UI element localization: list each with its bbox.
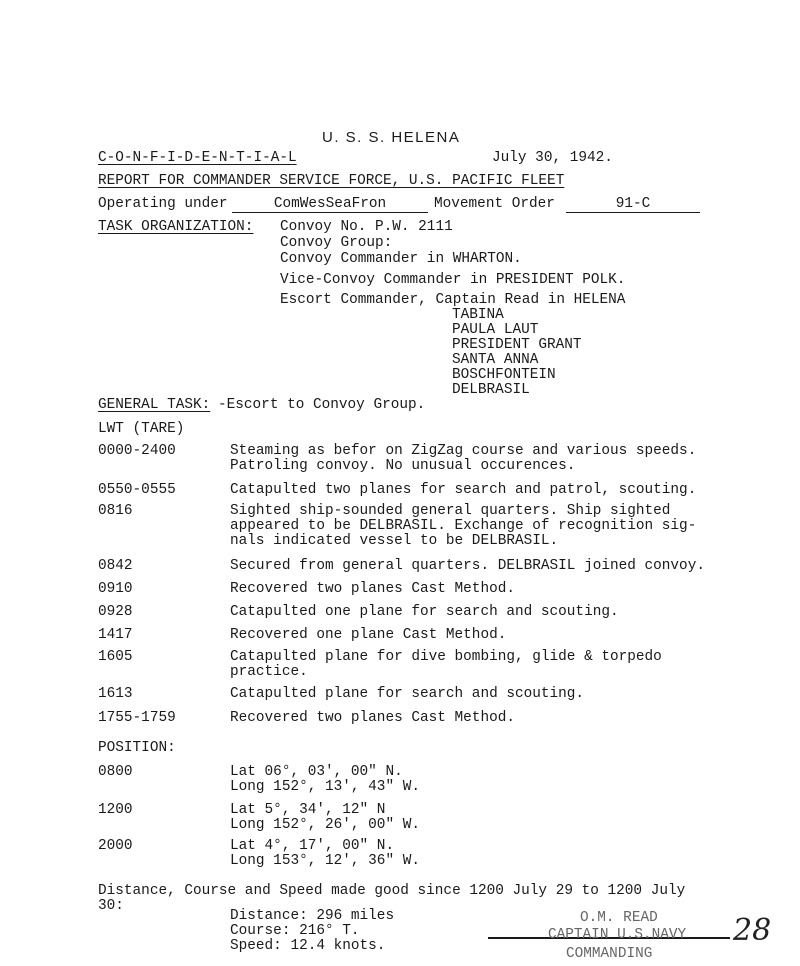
task-organization-label: TASK ORGANIZATION: bbox=[98, 219, 254, 235]
movement-label: Movement Order bbox=[434, 196, 555, 212]
made-good-distance: Distance: 296 miles bbox=[230, 908, 395, 924]
log-time: 0842 bbox=[98, 558, 133, 574]
position-longitude: Long 153°, 12', 36" W. bbox=[230, 853, 420, 869]
operating-label: Operating under bbox=[98, 196, 228, 212]
log-line: Catapulted one plane for search and scouting. bbox=[230, 604, 619, 620]
log-line: Catapulted plane for dive bombing, glide & torpedo bbox=[230, 649, 662, 665]
made-good-heading-cont: 30: bbox=[98, 898, 124, 914]
ship-list-item: BOSCHFONTEIN bbox=[452, 367, 556, 383]
confidential-marking: C-O-N-F-I-D-E-N-T-I-A-L bbox=[98, 150, 297, 166]
log-line: Patroling convoy. No unusual occurences. bbox=[230, 458, 576, 474]
log-time: 1613 bbox=[98, 686, 133, 702]
log-line: Sighted ship-sounded general quarters. Ship sighted bbox=[230, 503, 671, 519]
made-good-course: Course: 216° T. bbox=[230, 923, 360, 939]
log-line: appeared to be DELBRASIL. Exchange of recognition sig- bbox=[230, 518, 697, 534]
convoy-commander: Convoy Commander in WHARTON. bbox=[280, 251, 522, 267]
signature-title: COMMANDING bbox=[566, 946, 653, 960]
position-latitude: Lat 4°, 17', 00" N. bbox=[230, 838, 395, 854]
lwt-label: LWT (TARE) bbox=[98, 421, 185, 437]
ship-list-item: PAULA LAUT bbox=[452, 322, 539, 338]
log-line: Catapulted two planes for search and patrol, scouting. bbox=[230, 482, 697, 498]
log-line: practice. bbox=[230, 664, 308, 680]
position-label: POSITION: bbox=[98, 740, 176, 756]
position-time: 1200 bbox=[98, 802, 133, 818]
ship-name: U. S. S. HELENA bbox=[322, 129, 461, 146]
made-good-speed: Speed: 12.4 knots. bbox=[230, 938, 386, 954]
report-title: REPORT FOR COMMANDER SERVICE FORCE, U.S. PACIFIC FLEET bbox=[98, 173, 565, 189]
log-line: Recovered one plane Cast Method. bbox=[230, 627, 507, 643]
log-line: Steaming as befor on ZigZag course and various speeds. bbox=[230, 443, 697, 459]
log-time: 0910 bbox=[98, 581, 133, 597]
log-time: 0816 bbox=[98, 503, 133, 519]
position-longitude: Long 152°, 26', 00" W. bbox=[230, 817, 420, 833]
log-line: Recovered two planes Cast Method. bbox=[230, 581, 515, 597]
general-task-text: -Escort to Convoy Group. bbox=[218, 397, 426, 413]
log-time: 0000-2400 bbox=[98, 443, 176, 459]
log-time: 1417 bbox=[98, 627, 133, 643]
position-latitude: Lat 5°, 34', 12" N bbox=[230, 802, 386, 818]
made-good-heading: Distance, Course and Speed made good since 1200 July 29 to 1200 July bbox=[98, 883, 686, 899]
signature-rank: CAPTAIN U.S.NAVY bbox=[548, 927, 687, 943]
report-date: July 30, 1942. bbox=[492, 150, 613, 166]
log-time: 1755-1759 bbox=[98, 710, 176, 726]
ship-list-item: PRESIDENT GRANT bbox=[452, 337, 582, 353]
position-time: 0800 bbox=[98, 764, 133, 780]
ship-list-item: TABINA bbox=[452, 307, 504, 323]
position-time: 2000 bbox=[98, 838, 133, 854]
position-longitude: Long 152°, 13', 43" W. bbox=[230, 779, 420, 795]
log-line: Catapulted plane for search and scouting. bbox=[230, 686, 585, 702]
operating-value: ComWesSeaFron bbox=[232, 196, 428, 213]
vice-convoy-commander: Vice-Convoy Commander in PRESIDENT POLK. bbox=[280, 272, 626, 288]
convoy-number: Convoy No. P.W. 2111 bbox=[280, 219, 453, 235]
ship-list-item: SANTA ANNA bbox=[452, 352, 539, 368]
convoy-group: Convoy Group: bbox=[280, 235, 393, 251]
movement-value: 91-C bbox=[566, 196, 700, 213]
position-latitude: Lat 06°, 03', 00" N. bbox=[230, 764, 403, 780]
log-time: 0550-0555 bbox=[98, 482, 176, 498]
page-number: 28 bbox=[733, 913, 772, 948]
general-task-label: GENERAL TASK: bbox=[98, 397, 211, 413]
log-time: 1605 bbox=[98, 649, 133, 665]
log-line: nals indicated vessel to be DELBRASIL. bbox=[230, 533, 559, 549]
log-time: 0928 bbox=[98, 604, 133, 620]
escort-commander: Escort Commander, Captain Read in HELENA bbox=[280, 292, 626, 308]
log-line: Secured from general quarters. DELBRASIL joined convoy. bbox=[230, 558, 705, 574]
signature-name: O.M. READ bbox=[580, 910, 658, 926]
log-line: Recovered two planes Cast Method. bbox=[230, 710, 515, 726]
ship-list-item: DELBRASIL bbox=[452, 382, 530, 398]
